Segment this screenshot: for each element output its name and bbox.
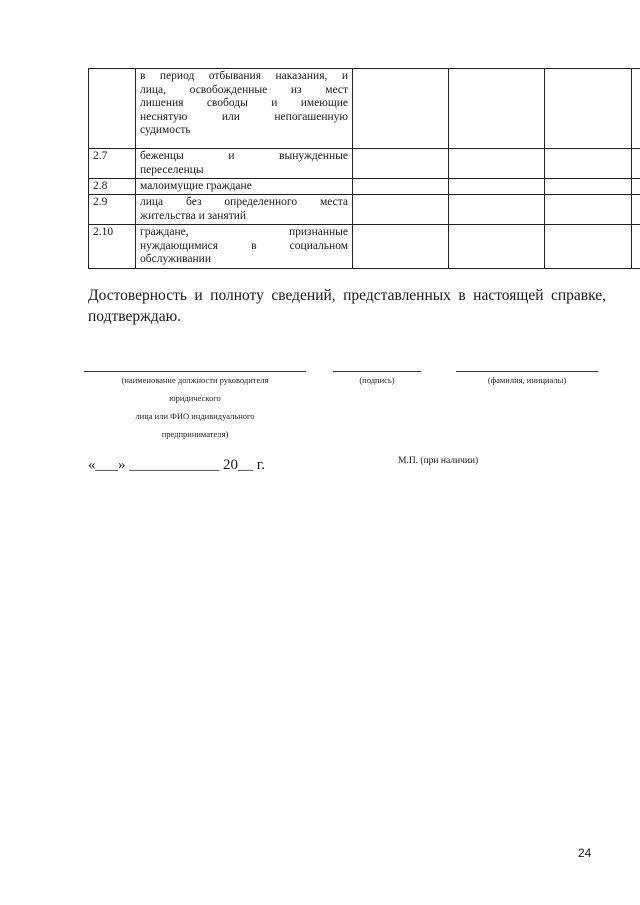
value-cell: [632, 195, 640, 225]
row-description-line: лица без определенного места: [140, 196, 348, 208]
value-cell: [353, 149, 449, 179]
row-number: 2.8: [89, 179, 136, 195]
table-row: [89, 179, 640, 195]
row-number: 2.9: [89, 195, 136, 225]
value-cell: [449, 149, 545, 179]
row-description: [136, 225, 353, 269]
row-description-line: беженцы и вынужденные: [140, 150, 348, 162]
value-cell: [632, 69, 640, 149]
value-cell: [545, 195, 632, 225]
position-caption: [84, 372, 306, 442]
value-cell: [353, 225, 449, 269]
value-cell: [545, 69, 632, 149]
value-cell: [545, 149, 632, 179]
value-cell: [353, 179, 449, 195]
value-cell: [632, 225, 640, 269]
signature-caption: (подпись): [359, 375, 395, 385]
row-description-line: в период отбывания наказания, и: [140, 70, 348, 82]
page-number: 24: [578, 846, 592, 860]
value-cell: [545, 225, 632, 269]
value-cell: [632, 149, 640, 179]
confirmation-text: Достоверность и полноту сведений, представленных в настоящей справке, подтверждаю.: [88, 287, 606, 325]
data-table: [88, 68, 640, 269]
row-number: 2.7: [89, 149, 136, 179]
row-description-line: малоимущие граждане: [140, 180, 252, 192]
row-description-line: граждане, признанные: [140, 226, 348, 238]
value-cell: [449, 195, 545, 225]
value-cell: [353, 69, 449, 149]
stamp-note: М.П. (при наличии): [398, 456, 479, 466]
value-cell: [353, 195, 449, 225]
row-description: [136, 69, 353, 149]
table-row: [89, 149, 640, 179]
date-line: «___» ____________ 20__ г.: [88, 457, 265, 473]
row-description: [136, 179, 353, 195]
name-caption: (фамилия, инициалы): [487, 375, 567, 385]
row-description-line: лица, освобожденные из мест: [140, 83, 348, 96]
position-caption-line: юридического: [169, 393, 221, 403]
table-row: [89, 69, 640, 149]
row-description-line: переселенцы: [140, 163, 204, 176]
table-row: [89, 225, 640, 269]
row-description-line: лишения свободы и имеющие: [140, 97, 348, 109]
value-cell: [632, 179, 640, 195]
position-caption-line: предпринимателя): [161, 429, 229, 439]
row-description-line: неснятую или непогашенную: [140, 110, 348, 123]
row-number: 2.10: [89, 225, 136, 269]
value-cell: [449, 179, 545, 195]
row-description-line: обслуживании: [140, 253, 211, 265]
row-description: [136, 149, 353, 179]
value-cell: [545, 179, 632, 195]
position-caption-line: (наименование должности руководителя: [121, 375, 269, 385]
row-description-line: нуждающимися в социальном: [140, 239, 348, 252]
row-description: [136, 195, 353, 225]
position-caption-line: лица или ФИО индивидуального: [135, 411, 255, 421]
row-description-line: жительства и занятий: [140, 209, 247, 222]
table-row: [89, 195, 640, 225]
row-description-line: судимость: [140, 124, 191, 136]
row-number: [89, 69, 136, 149]
value-cell: [449, 69, 545, 149]
value-cell: [449, 225, 545, 269]
